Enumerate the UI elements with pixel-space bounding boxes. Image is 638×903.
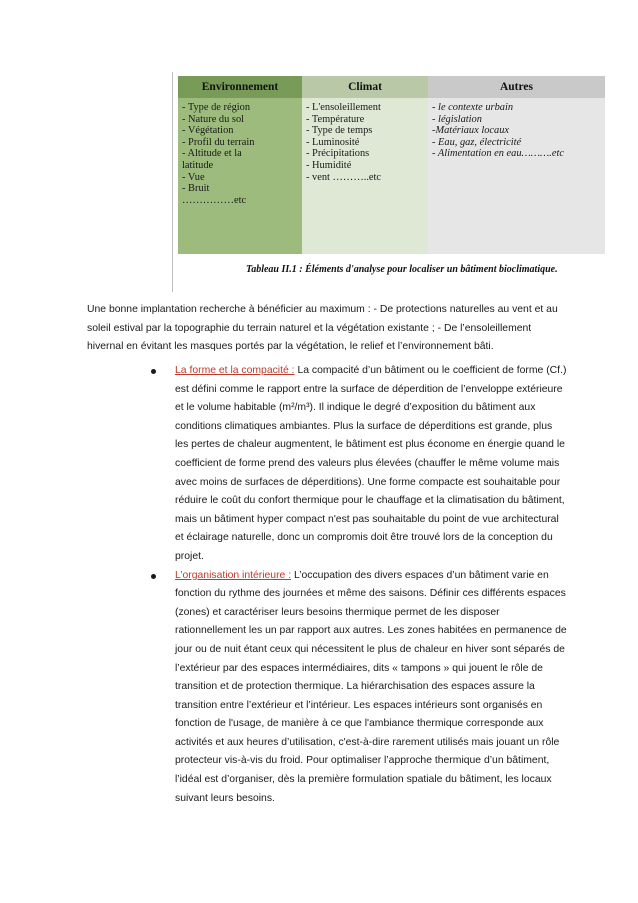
list-item: - Bruit — [182, 183, 210, 195]
list-item: - le contexte urbain — [432, 102, 514, 113]
list-item: - Profil du terrain — [182, 136, 255, 148]
intro-paragraph: Une bonne implantation recherche à bénéficier au maximum : - De protections naturelles au vent et au soleil estival par la topographie du terrain naturel et la végétation existante ; - De l’ensoleillement hivernal en évitant les masques portés par la végétation, le relief et l’environnement bâti. — [87, 304, 558, 352]
list-item: - Type de région — [182, 102, 251, 113]
list-item: - Eau, gaz, électricité — [432, 136, 522, 148]
bullet-forme-compacite — [0, 362, 567, 567]
column-climat — [302, 98, 428, 254]
list-item: - Végétation — [182, 125, 234, 137]
list-item: - Température — [306, 113, 365, 125]
bullet-dot-icon — [151, 574, 156, 579]
bullet-text: L’occupation des divers espaces d’un bâtiment varie en fonction du rythme des journées et même des saisons. Définir ces différents espaces (zones) et caractériser leurs besoins thermique permet de les disposer rationnellement les un par rapport aux autres. Les zones habitées en permanence de jour ou de nuit étant ceux qui nécessitent le plus de chaleur en hiver sont séparés de l’extérieur par des espaces intermédiaires, dits « tampons » qui jouent le rôle de transition et de protection thermique. La hiérarchisation des espaces assure la transition entre l’extérieur et l’intérieur. Les espaces intérieurs sont organisés en fonction de l'usage, de manière à ce que l'ambiance thermique corresponde aux activités et aux heures d’utilisation, c'est-à-dire rarement utilisés mais jouant un rôle protecteur vis-à-vis du froid. Pour optimaliser l’approche thermique d’un bâtiment, l’idéal est d’organiser, dès la première formulation spatiale du bâtiment, les locaux suivant leurs besoins. — [175, 569, 567, 804]
list-item: ……………etc — [182, 194, 247, 206]
header-environnement: Environnement — [178, 76, 302, 98]
list-item: - Luminosité — [306, 136, 360, 148]
header-autres: Autres — [428, 76, 605, 98]
list-item: -Matériaux locaux — [432, 125, 510, 137]
list-item: - législation — [432, 113, 482, 125]
bullet-dot-icon — [151, 369, 156, 374]
list-item: - Type de temps — [306, 125, 373, 137]
bullet-list — [0, 362, 638, 808]
list-item: - Alimentation en eau……….etc — [432, 148, 564, 160]
column-environnement — [178, 98, 302, 254]
bullet-title: La forme et la compacité : — [175, 365, 295, 376]
bullet-text: La compacité d’un bâtiment ou le coefficient de forme (Cf.) est défini comme le rapport entre la surface de déperdition de l’enveloppe extérieure et le volume habitable (m²/m³). Il indique le degré d’exposition du bâtiment aux conditions climatiques ambiantes. Plus la surface de déperditions est grande, plus les pertes de chaleur augmentent, le bâtiment est plus économe en énergie quand le coefficient de forme prend des valeurs plus élevées (chauffer le même volume mais avec moins de surfaces de déperditions). Une forme compacte est souhaitable pour réduire le coût du confort thermique pour le chauffage et la climatisation du bâtiment, mais un bâtiment hyper compact n'est pas souhaitable du point de vue architectural et éclairage naturelle, donc un compromis doit être trouvé lors de la conception du projet. — [175, 365, 567, 562]
list-item: - Vue — [182, 171, 205, 183]
header-climat: Climat — [302, 76, 428, 98]
list-item: - Nature du sol — [182, 113, 245, 125]
list-item: - Humidité — [306, 159, 352, 171]
figure-left-rule — [172, 72, 173, 292]
analysis-table-figure — [178, 76, 605, 252]
list-item: latitude — [182, 159, 214, 171]
list-item: - Altitude et la — [182, 148, 242, 160]
list-item: - Précipitations — [306, 148, 370, 160]
bullet-title: L’organisation intérieure : — [175, 569, 292, 581]
list-item: - L'ensoleillement — [306, 102, 381, 113]
analysis-table — [178, 76, 605, 254]
list-item: - vent ………..etc — [306, 171, 382, 183]
bullet-organisation-interieure — [0, 567, 567, 809]
figure-caption: Tableau II.1 : Éléments d'analyse pour localiser un bâtiment bioclimatique. — [246, 264, 558, 275]
column-autres — [428, 98, 605, 254]
